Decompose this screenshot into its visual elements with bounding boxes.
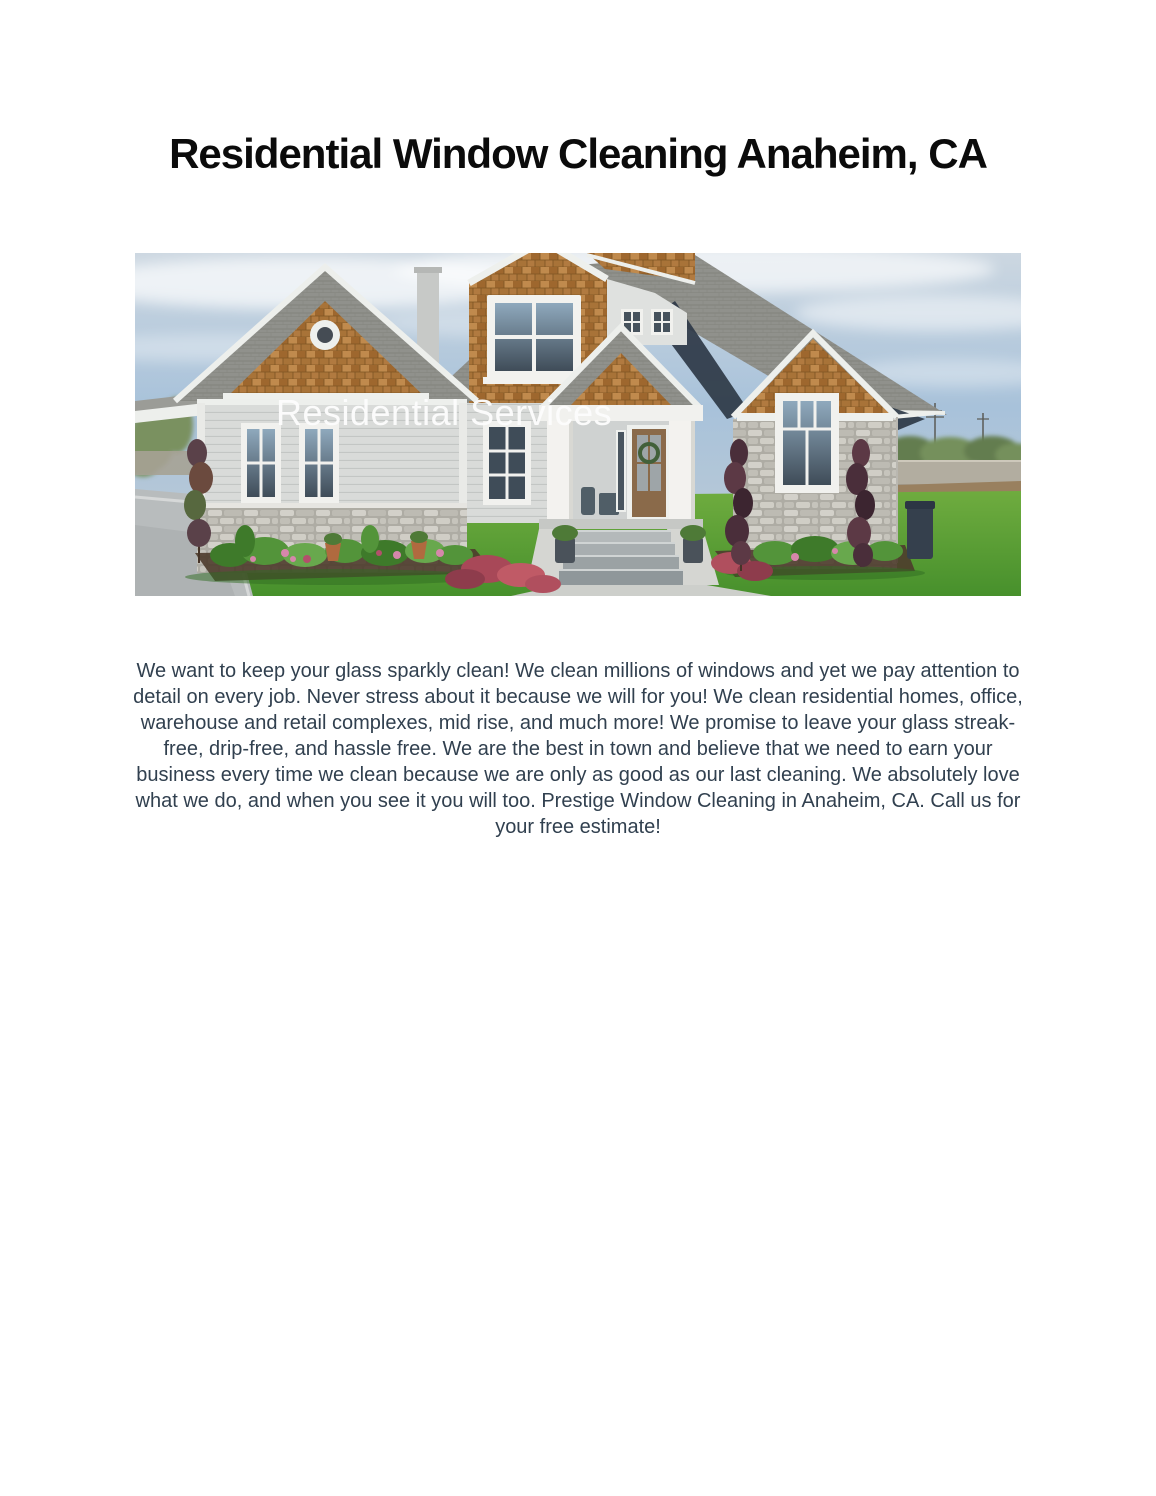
hero-figure xyxy=(135,253,1021,596)
page-title: Residential Window Cleaning Anaheim, CA xyxy=(169,130,987,177)
body-paragraph: We want to keep your glass sparkly clean! We clean millions of windows and yet we pay attention to detail on every job. Never stress about it because we will for you! We clean residential homes, office, warehouse and retail complexes, mid rise, and much more! We promise to leave your glass streak-free, drip-free, and hassle free. We are the best in town and believe that we need to earn your business every time we clean because we are only as good as our last cleaning. We absolutely love what we do, and when you see it you will too. Prestige Window Cleaning in Anaheim, CA. Call us for your free estimate! xyxy=(133,659,1023,838)
trash-bin xyxy=(907,505,933,559)
hero-overlay-text: Residential Services xyxy=(276,391,613,433)
